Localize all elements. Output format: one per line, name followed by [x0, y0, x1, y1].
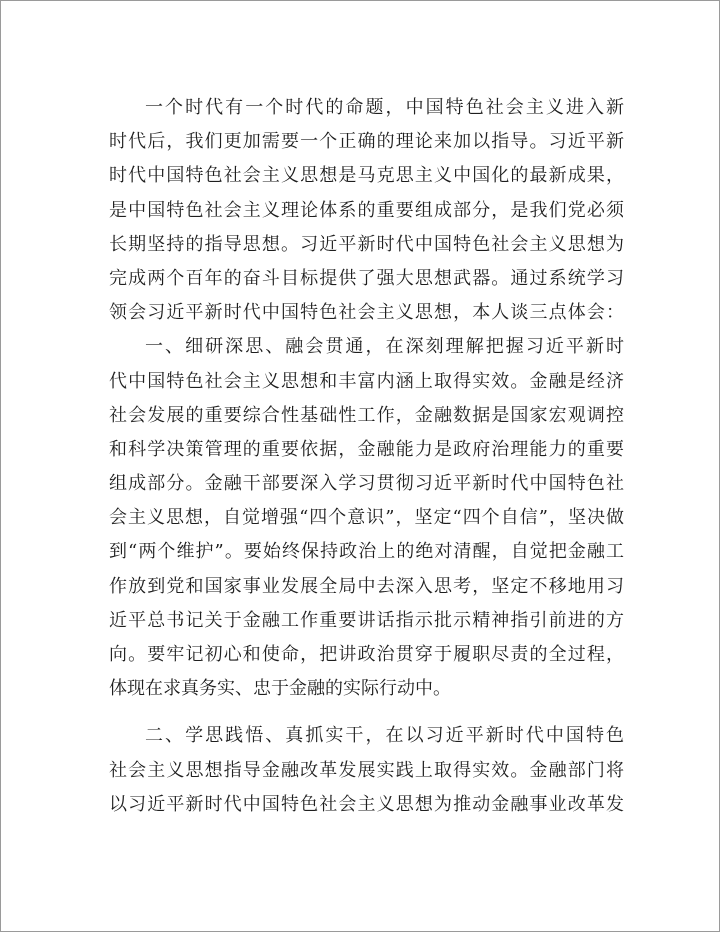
text-line: 一个时代有一个时代的命题，中国特色社会主义进入新	[145, 97, 624, 118]
text-line: 长期坚持的指导思想。习近平新时代中国特色社会主义思想为	[109, 233, 624, 255]
text-line: 代中国特色社会主义思想和丰富内涵上取得实效。金融是经济	[109, 370, 624, 392]
text-line: 组成部分。金融干部要深入学习贯彻习近平新时代中国特色社	[109, 473, 624, 495]
text-line: 向。要牢记初心和使命，把讲政治贯穿于履职尽责的全过程，	[109, 644, 624, 665]
text-line: 完成两个百年的奋斗目标提供了强大思想武器。通过系统学习	[109, 267, 624, 289]
text-line: 以习近平新时代中国特色社会主义思想为推动金融事业改革发	[109, 793, 624, 815]
text-line: 时代中国特色社会主义思想是马克思主义中国化的最新成果，	[109, 165, 624, 187]
text-line: 是中国特色社会主义理论体系的重要组成部分，是我们党必须	[109, 199, 624, 221]
text-line: 社会发展的重要综合性基础性工作，金融数据是国家宏观调控	[109, 404, 624, 426]
text-line: 领会习近平新时代中国特色社会主义思想，本人谈三点体会：	[109, 302, 624, 324]
paragraph-spacing	[109, 706, 624, 719]
text-line: 到“两个维护”。要始终保持政治上的绝对清醒，自觉把金融工	[109, 541, 624, 563]
text-line: 时代后，我们更加需要一个正确的理论来加以指导。习近平新	[109, 131, 624, 153]
text-line: 社会主义思想指导金融改革发展实践上取得实效。金融部门将	[109, 759, 624, 781]
text-line: 和科学决策管理的重要依据，金融能力是政府治理能力的重要	[109, 438, 624, 460]
text-line: 作放到党和国家事业发展全局中去深入思考，坚定不移地用习	[109, 575, 624, 597]
text-line: 一、细研深思、融会贯通，在深刻理解把握习近平新时	[145, 336, 624, 358]
document-body	[109, 91, 624, 822]
text-line: 体现在求真务实、忠于金融的实际行动中。	[109, 678, 451, 700]
text-line: 近平总书记关于金融工作重要讲话指示批示精神指引前进的方	[109, 609, 624, 631]
paragraph-intro	[109, 91, 624, 330]
text-line: 会主义思想，自觉增强“四个意识”，坚定“四个自信”，坚决做	[109, 507, 624, 529]
text-line: 二、学思践悟、真抓实干，在以习近平新时代中国特色	[145, 725, 624, 747]
paragraph-point-one	[109, 330, 624, 706]
paragraph-point-two	[109, 719, 624, 822]
